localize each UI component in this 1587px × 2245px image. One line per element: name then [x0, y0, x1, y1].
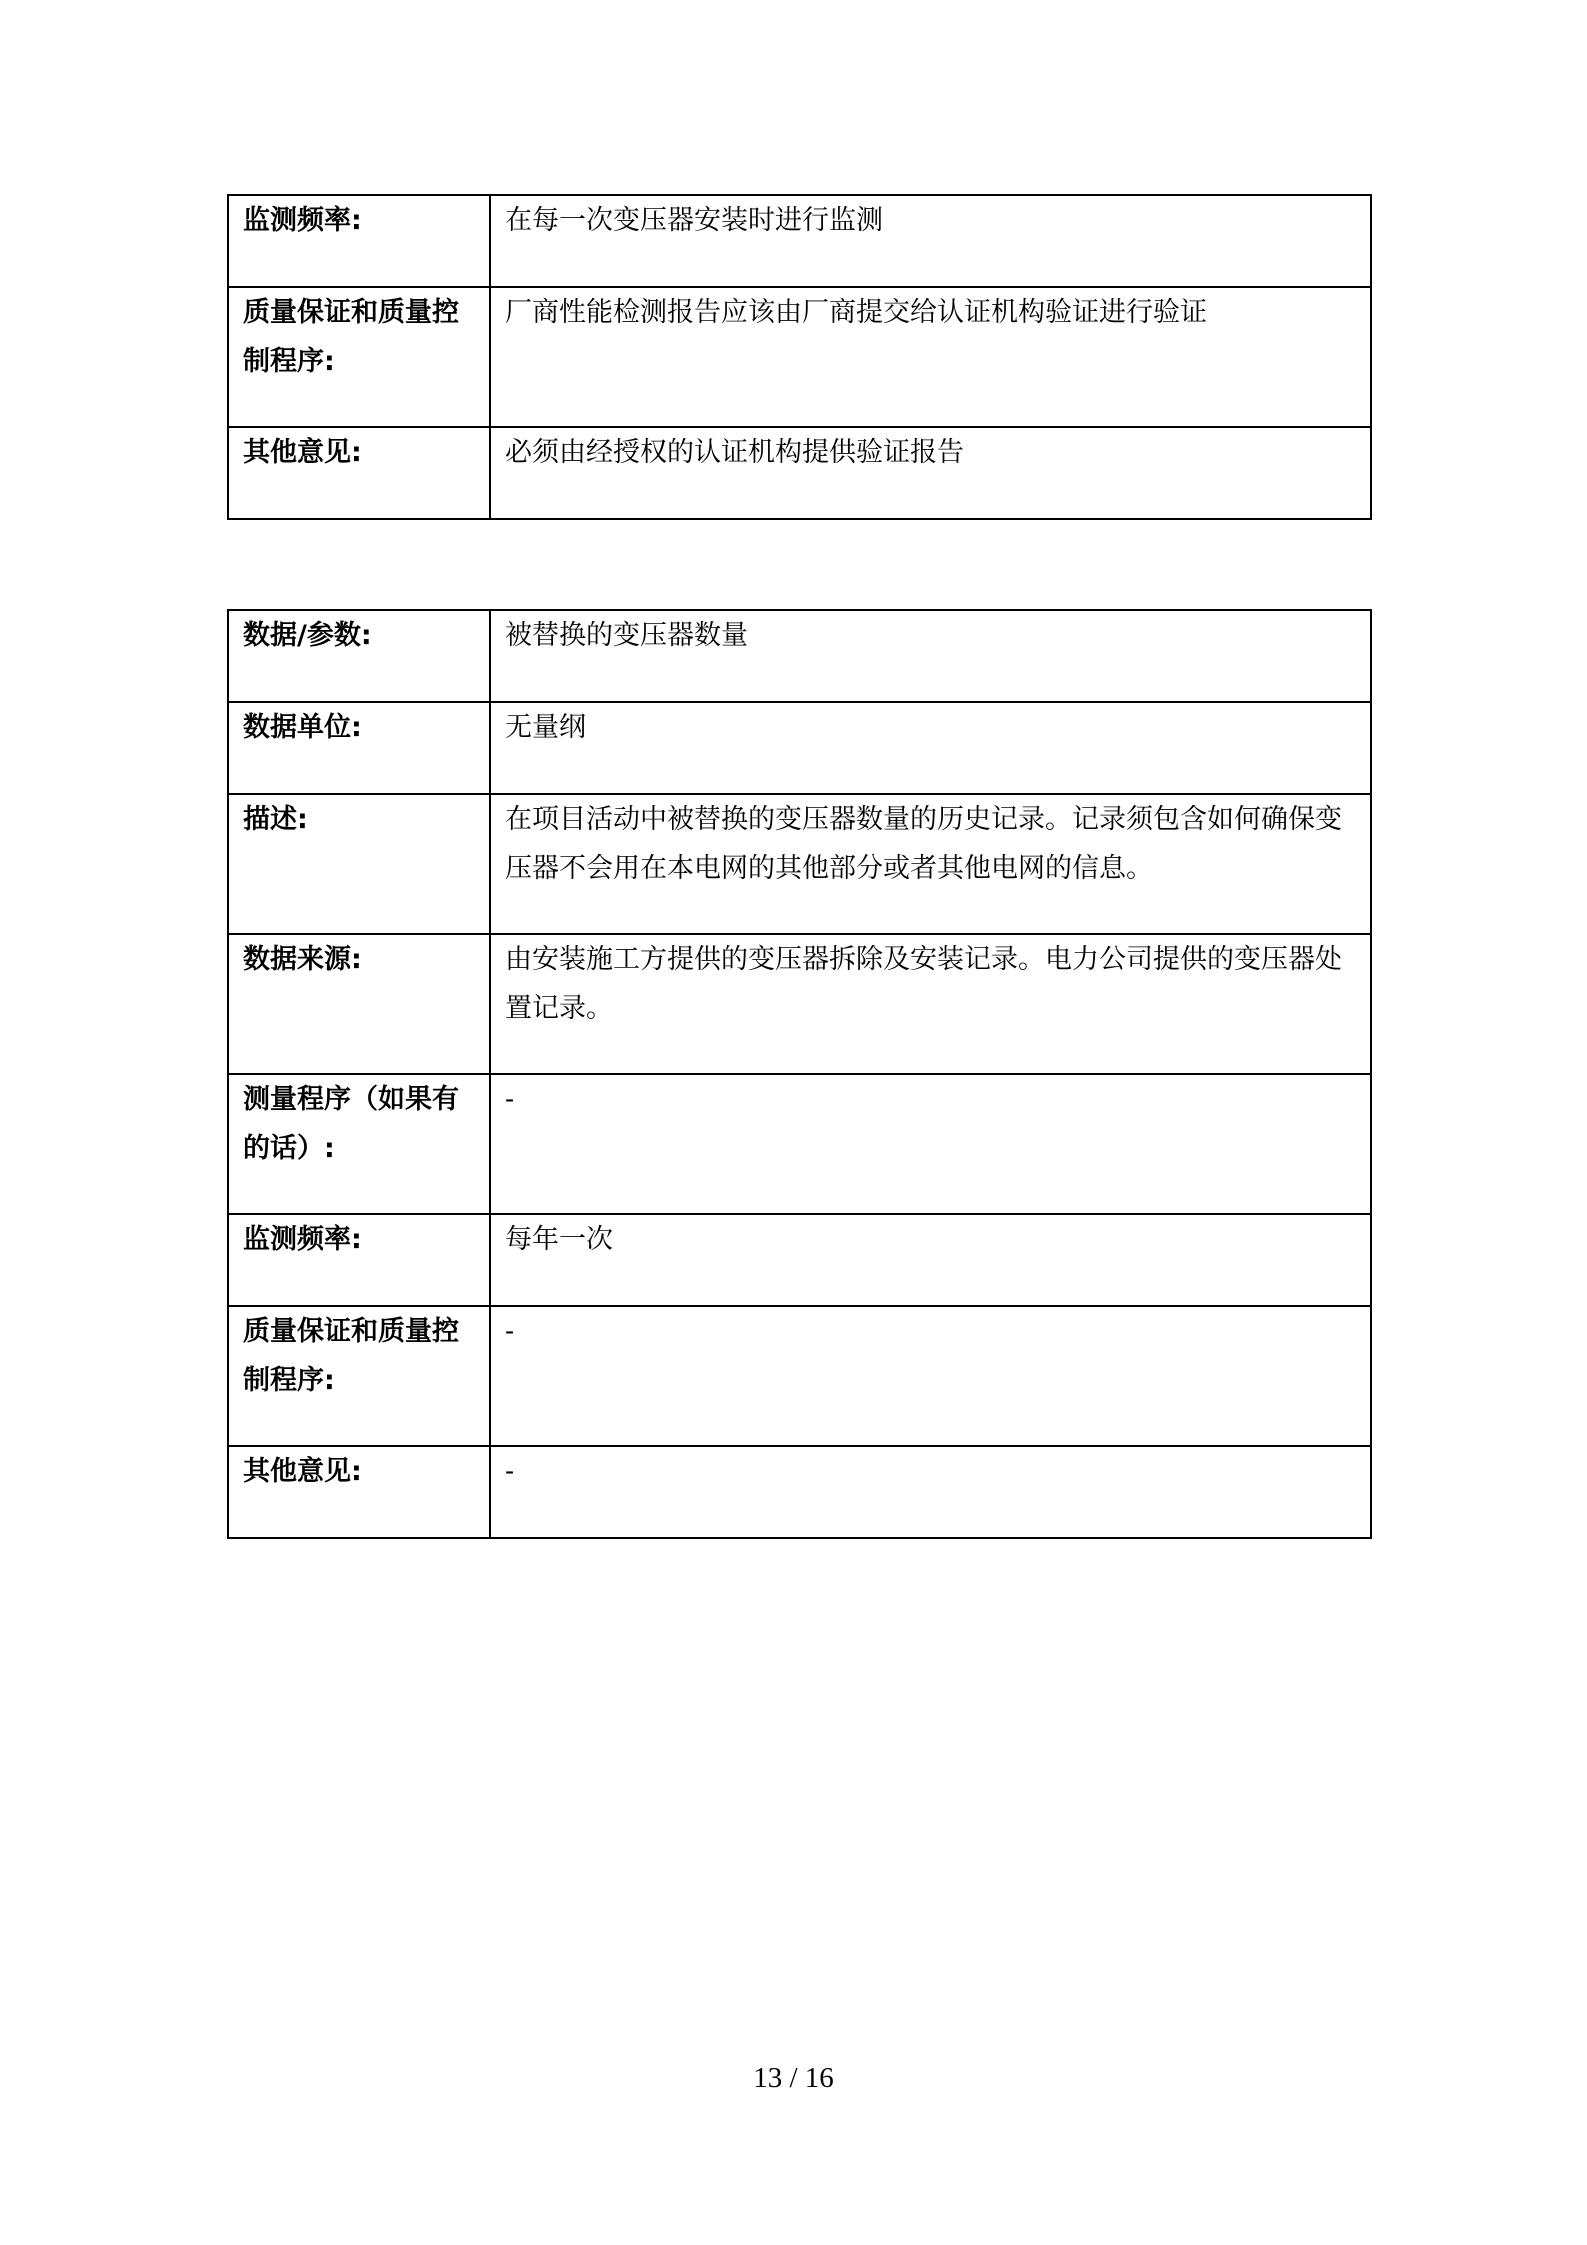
row-value: 在每一次变压器安装时进行监测 [490, 195, 1371, 287]
row-label: 质量保证和质量控制程序: [228, 1306, 490, 1446]
table-row [228, 702, 1371, 794]
table-row [228, 427, 1371, 519]
data-parameter-table [227, 609, 1372, 1539]
row-label: 测量程序（如果有的话）: [228, 1074, 490, 1214]
table-row [228, 195, 1371, 287]
table-row [228, 794, 1371, 934]
table-row [228, 610, 1371, 702]
monitoring-table [227, 194, 1372, 520]
table-row [228, 934, 1371, 1074]
table-row [228, 1446, 1371, 1538]
row-value: 必须由经授权的认证机构提供验证报告 [490, 427, 1371, 519]
row-value: 无量纲 [490, 702, 1371, 794]
row-value: - [490, 1306, 1371, 1446]
row-label: 质量保证和质量控制程序: [228, 287, 490, 427]
row-value: - [490, 1074, 1371, 1214]
row-label: 描述: [228, 794, 490, 934]
row-label: 其他意见: [228, 1446, 490, 1538]
table-row [228, 1306, 1371, 1446]
table-row [228, 1214, 1371, 1306]
row-value: 厂商性能检测报告应该由厂商提交给认证机构验证进行验证 [490, 287, 1371, 427]
row-value: 由安装施工方提供的变压器拆除及安装记录。电力公司提供的变压器处置记录。 [490, 934, 1371, 1074]
row-label: 数据来源: [228, 934, 490, 1074]
row-label: 数据单位: [228, 702, 490, 794]
row-label: 数据/参数: [228, 610, 490, 702]
row-label: 监测频率: [228, 1214, 490, 1306]
row-value: - [490, 1446, 1371, 1538]
row-value: 在项目活动中被替换的变压器数量的历史记录。记录须包含如何确保变压器不会用在本电网的其他部分或者其他电网的信息。 [490, 794, 1371, 934]
table-row [228, 287, 1371, 427]
row-value: 被替换的变压器数量 [490, 610, 1371, 702]
page-number: 13 / 16 [753, 2062, 834, 2094]
row-value: 每年一次 [490, 1214, 1371, 1306]
row-label: 监测频率: [228, 195, 490, 287]
row-label: 其他意见: [228, 427, 490, 519]
table-row [228, 1074, 1371, 1214]
